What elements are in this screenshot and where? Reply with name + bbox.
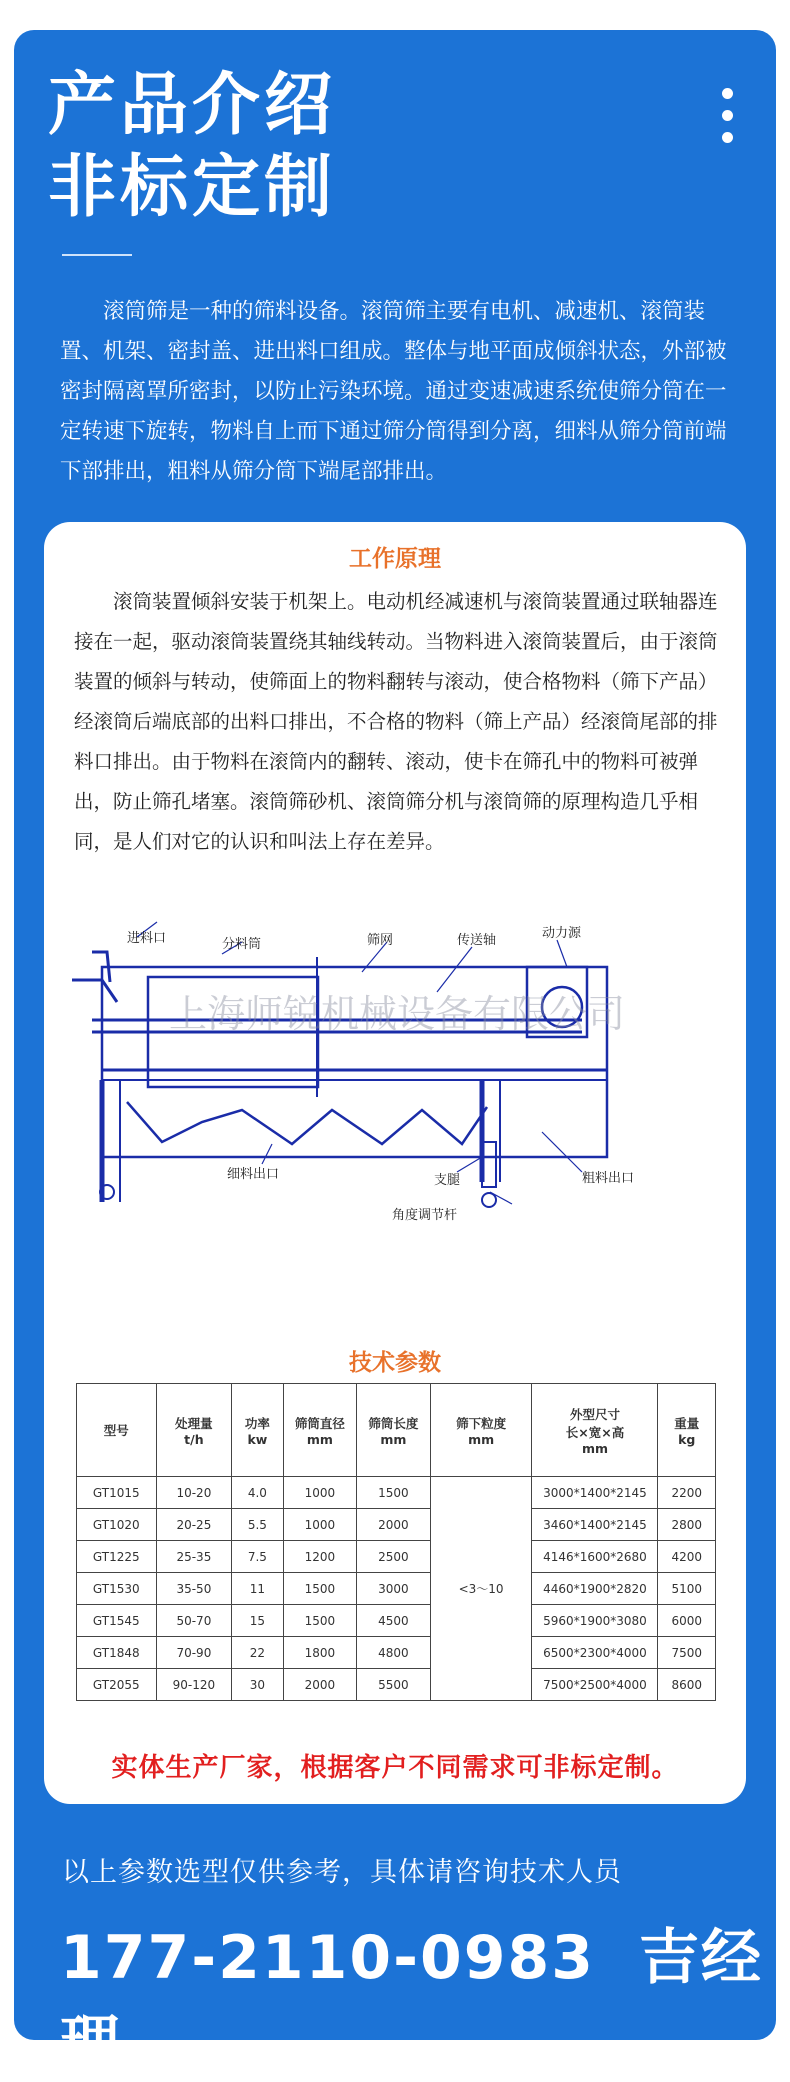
table-row	[77, 1669, 716, 1701]
label-power-source: 动力源	[542, 926, 582, 941]
cell-model: GT1015	[77, 1477, 157, 1509]
cell-diameter: 2000	[283, 1669, 357, 1701]
header-capacity	[156, 1384, 232, 1477]
header-drum-length	[357, 1384, 431, 1477]
cell-dimensions: 6500*2300*4000	[532, 1637, 658, 1669]
cell-weight: 6000	[658, 1605, 716, 1637]
cell-weight: 8600	[658, 1669, 716, 1701]
cell-diameter: 1000	[283, 1509, 357, 1541]
table-row	[77, 1541, 716, 1573]
cell-diameter: 1500	[283, 1573, 357, 1605]
header-unit: kg	[678, 1431, 696, 1447]
cell-power: 15	[232, 1605, 283, 1637]
table-row	[77, 1637, 716, 1669]
table-header-row	[77, 1384, 716, 1477]
label-feed-inlet: 进料口	[127, 931, 167, 946]
label-screen-mesh: 筛网	[367, 933, 394, 948]
fine-outlet-hoppers	[127, 1102, 487, 1144]
cell-dimensions: 4460*1900*2820	[532, 1573, 658, 1605]
cell-power: 7.5	[232, 1541, 283, 1573]
cell-capacity: 10-20	[156, 1477, 232, 1509]
page-title-line2: 非标定制	[48, 148, 337, 227]
header-text: 筛筒长度	[368, 1415, 419, 1431]
header-text: 外型尺寸	[569, 1406, 620, 1422]
header-text: 重量	[674, 1415, 700, 1431]
label-coarse-outlet: 粗料出口	[582, 1171, 635, 1186]
cell-length: 1500	[357, 1477, 431, 1509]
contact-name: 吉经理	[60, 1923, 764, 2079]
intro-paragraph: 滚筒筛是一种的筛料设备。滚筒筛主要有电机、减速机、滚筒装置、机架、密封盖、进出料口组成。整体与地平面成倾斜状态，外部被密封隔离罩所密封，以防止污染环境。通过变速减速系统使筛分筒在一定转速下旋转，物料自上而下通过筛分筒得到分离，细料从筛分筒前端下部排出，粗料从筛分筒下端尾部排出。	[60, 299, 727, 484]
cell-power: 11	[232, 1573, 283, 1605]
content-card	[44, 522, 746, 1804]
header-unit: kw	[247, 1431, 268, 1447]
reference-text: 以上参数选型仅供参考，具体请咨询技术人员	[62, 1857, 622, 1888]
label-distribution-drum: 分料筒	[222, 937, 262, 952]
header-unit: mm	[581, 1440, 608, 1456]
cell-diameter: 1000	[283, 1477, 357, 1509]
label-drive-shaft: 传送轴	[457, 933, 497, 948]
cell-capacity: 35-50	[156, 1573, 232, 1605]
cell-weight: 2200	[658, 1477, 716, 1509]
cell-capacity: 90-120	[156, 1669, 232, 1701]
cell-model: GT1225	[77, 1541, 157, 1573]
cell-power: 30	[232, 1669, 283, 1701]
header-dimensions	[532, 1384, 658, 1477]
specs-heading: 技术参数	[349, 1350, 441, 1376]
product-panel	[14, 30, 776, 2079]
feed-hopper	[72, 980, 117, 1002]
machine-diagram	[62, 882, 732, 1222]
table-row	[77, 1509, 716, 1541]
cell-weight: 4200	[658, 1541, 716, 1573]
cell-dimensions: 3460*1400*2145	[532, 1509, 658, 1541]
table-row	[77, 1573, 716, 1605]
table-row	[77, 1477, 716, 1509]
cell-length: 3000	[357, 1573, 431, 1605]
header-text: 筛筒直径	[294, 1415, 345, 1431]
header-text: 处理量	[175, 1415, 213, 1431]
specs-table	[76, 1383, 716, 1701]
header-drum-diameter	[283, 1384, 357, 1477]
label-angle-rod: 角度调节杆	[392, 1208, 458, 1223]
phone-number[interactable]: 177-2110-0983	[60, 1923, 596, 1993]
label-support-leg: 支腿	[434, 1173, 461, 1188]
contact-line	[60, 1910, 776, 2082]
principle-paragraph: 滚筒装置倾斜安装于机架上。电动机经减速机与滚筒装置通过联轴器连接在一起，驱动滚筒装置绕其轴线转动。当物料进入滚筒装置后，由于滚筒装置的倾斜与转动，使筛面上的物料翻转与滚动，使合格物料（筛下产品）经滚筒后端底部的出料口排出，不合格的物料（筛上产品）经滚筒尾部的排料口排出。由于物料在滚筒内的翻转、滚动，使卡在筛孔中的物料可被弹出，防止筛孔堵塞。滚筒筛砂机、滚筒筛分机与滚筒筛的原理构造几乎相同，是人们对它的认识和叫法上存在差异。	[74, 590, 718, 853]
cell-length: 4500	[357, 1605, 431, 1637]
table-row	[77, 1605, 716, 1637]
cell-model: GT1848	[77, 1637, 157, 1669]
cell-length: 4800	[357, 1637, 431, 1669]
cell-diameter: 1500	[283, 1605, 357, 1637]
header-text: 功率	[244, 1415, 270, 1431]
header-weight	[658, 1384, 716, 1477]
cell-length: 5500	[357, 1669, 431, 1701]
cell-length: 2000	[357, 1509, 431, 1541]
cell-model: GT1530	[77, 1573, 157, 1605]
cell-weight: 7500	[658, 1637, 716, 1669]
cell-length: 2500	[357, 1541, 431, 1573]
header-unit: t/h	[184, 1431, 204, 1447]
cell-capacity: 20-25	[156, 1509, 232, 1541]
header-text: 筛下粒度	[456, 1415, 507, 1431]
header-power	[232, 1384, 283, 1477]
cell-granularity: <3～10	[430, 1477, 532, 1701]
cell-weight: 5100	[658, 1573, 716, 1605]
cell-capacity: 50-70	[156, 1605, 232, 1637]
header-unit: mm	[306, 1431, 333, 1447]
label-fine-outlet: 细料出口	[227, 1167, 280, 1182]
cell-power: 4.0	[232, 1477, 283, 1509]
cell-diameter: 1200	[283, 1541, 357, 1573]
cell-capacity: 70-90	[156, 1637, 232, 1669]
cell-model: GT1020	[77, 1509, 157, 1541]
cell-dimensions: 3000*1400*2145	[532, 1477, 658, 1509]
cell-dimensions: 5960*1900*3080	[532, 1605, 658, 1637]
cell-capacity: 25-35	[156, 1541, 232, 1573]
cell-weight: 2800	[658, 1509, 716, 1541]
header-unit: mm	[468, 1431, 495, 1447]
cell-model: GT1545	[77, 1605, 157, 1637]
cell-diameter: 1800	[283, 1637, 357, 1669]
page-title-line1: 产品介绍	[48, 66, 337, 145]
cell-power: 22	[232, 1637, 283, 1669]
cell-dimensions: 7500*2500*4000	[532, 1669, 658, 1701]
header-unit: mm	[380, 1431, 407, 1447]
cell-dimensions: 4146*1600*2680	[532, 1541, 658, 1573]
watermark-text: 上海师锐机械设备有限公司	[168, 992, 626, 1036]
header-subtext: 长×宽×高	[565, 1424, 625, 1440]
header-text: 型号	[103, 1423, 129, 1438]
cell-model: GT2055	[77, 1669, 157, 1701]
title-underline	[62, 254, 132, 256]
more-menu-icon[interactable]	[722, 88, 736, 154]
principle-heading: 工作原理	[349, 546, 441, 572]
custom-note: 实体生产厂家，根据客户不同需求可非标定制。	[111, 1753, 679, 1783]
header-granularity	[430, 1384, 532, 1477]
cell-power: 5.5	[232, 1509, 283, 1541]
header-model	[77, 1384, 157, 1477]
